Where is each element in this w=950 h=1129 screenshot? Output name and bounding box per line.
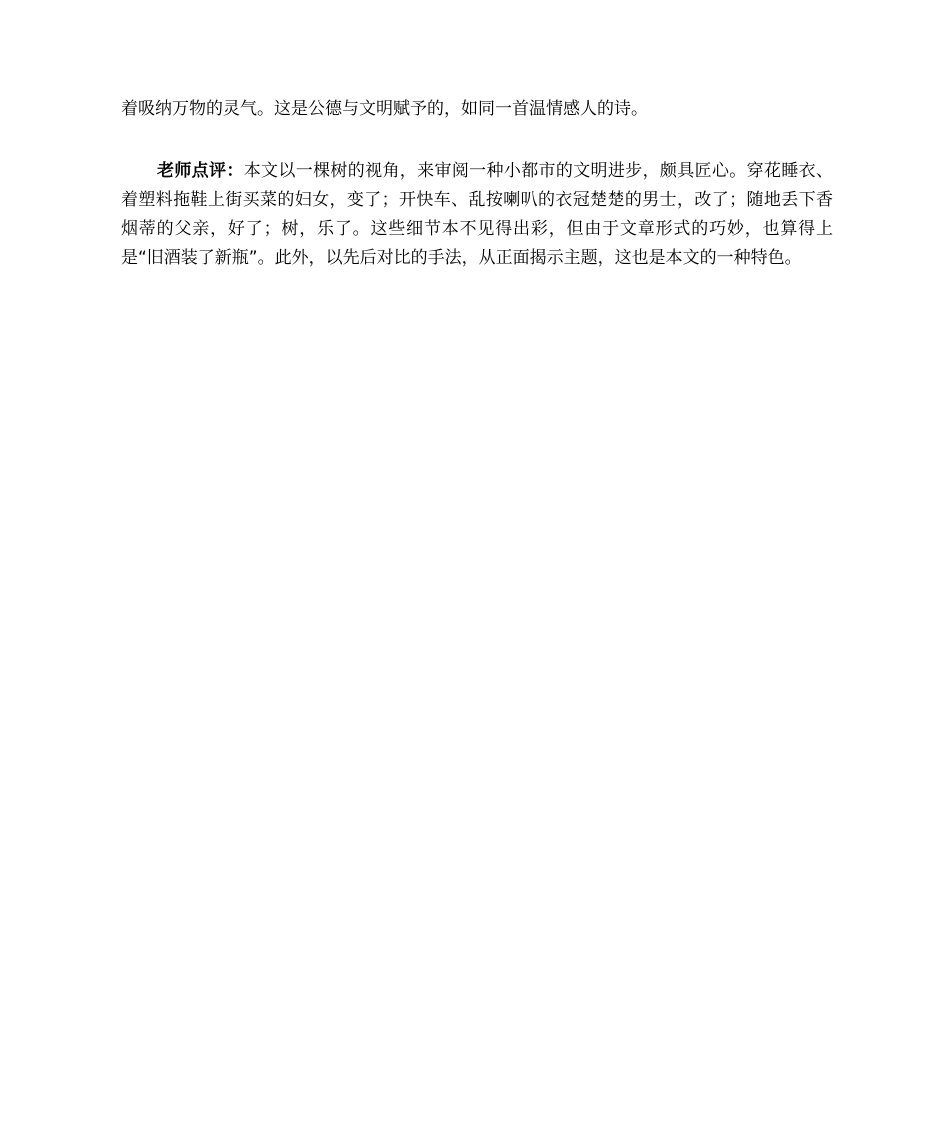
teacher-comment-paragraph — [121, 157, 833, 273]
paragraph-continuation: 着吸纳万物的灵气。这是公德与文明赋予的，如同一首温情感人的诗。 — [121, 99, 648, 119]
teacher-comment-label: 老师点评： — [157, 161, 244, 181]
teacher-comment-text: 本文以一棵树的视角，来审阅一种小都市的文明进步，颇具匠心。穿花睡衣、着塑料拖鞋上街买菜的妇女，变了；开快车、乱按喇叭的衣冠楚楚的男士，改了；随地丢下香烟蒂的父亲，好了；树，乐了。这些细节本不见得出彩，但由于文章形式的巧妙，也算得上是“旧酒装了新瓶”。此外，以先后对比的手法，从正面揭示主题，这也是本文的一种特色。 — [121, 161, 834, 268]
